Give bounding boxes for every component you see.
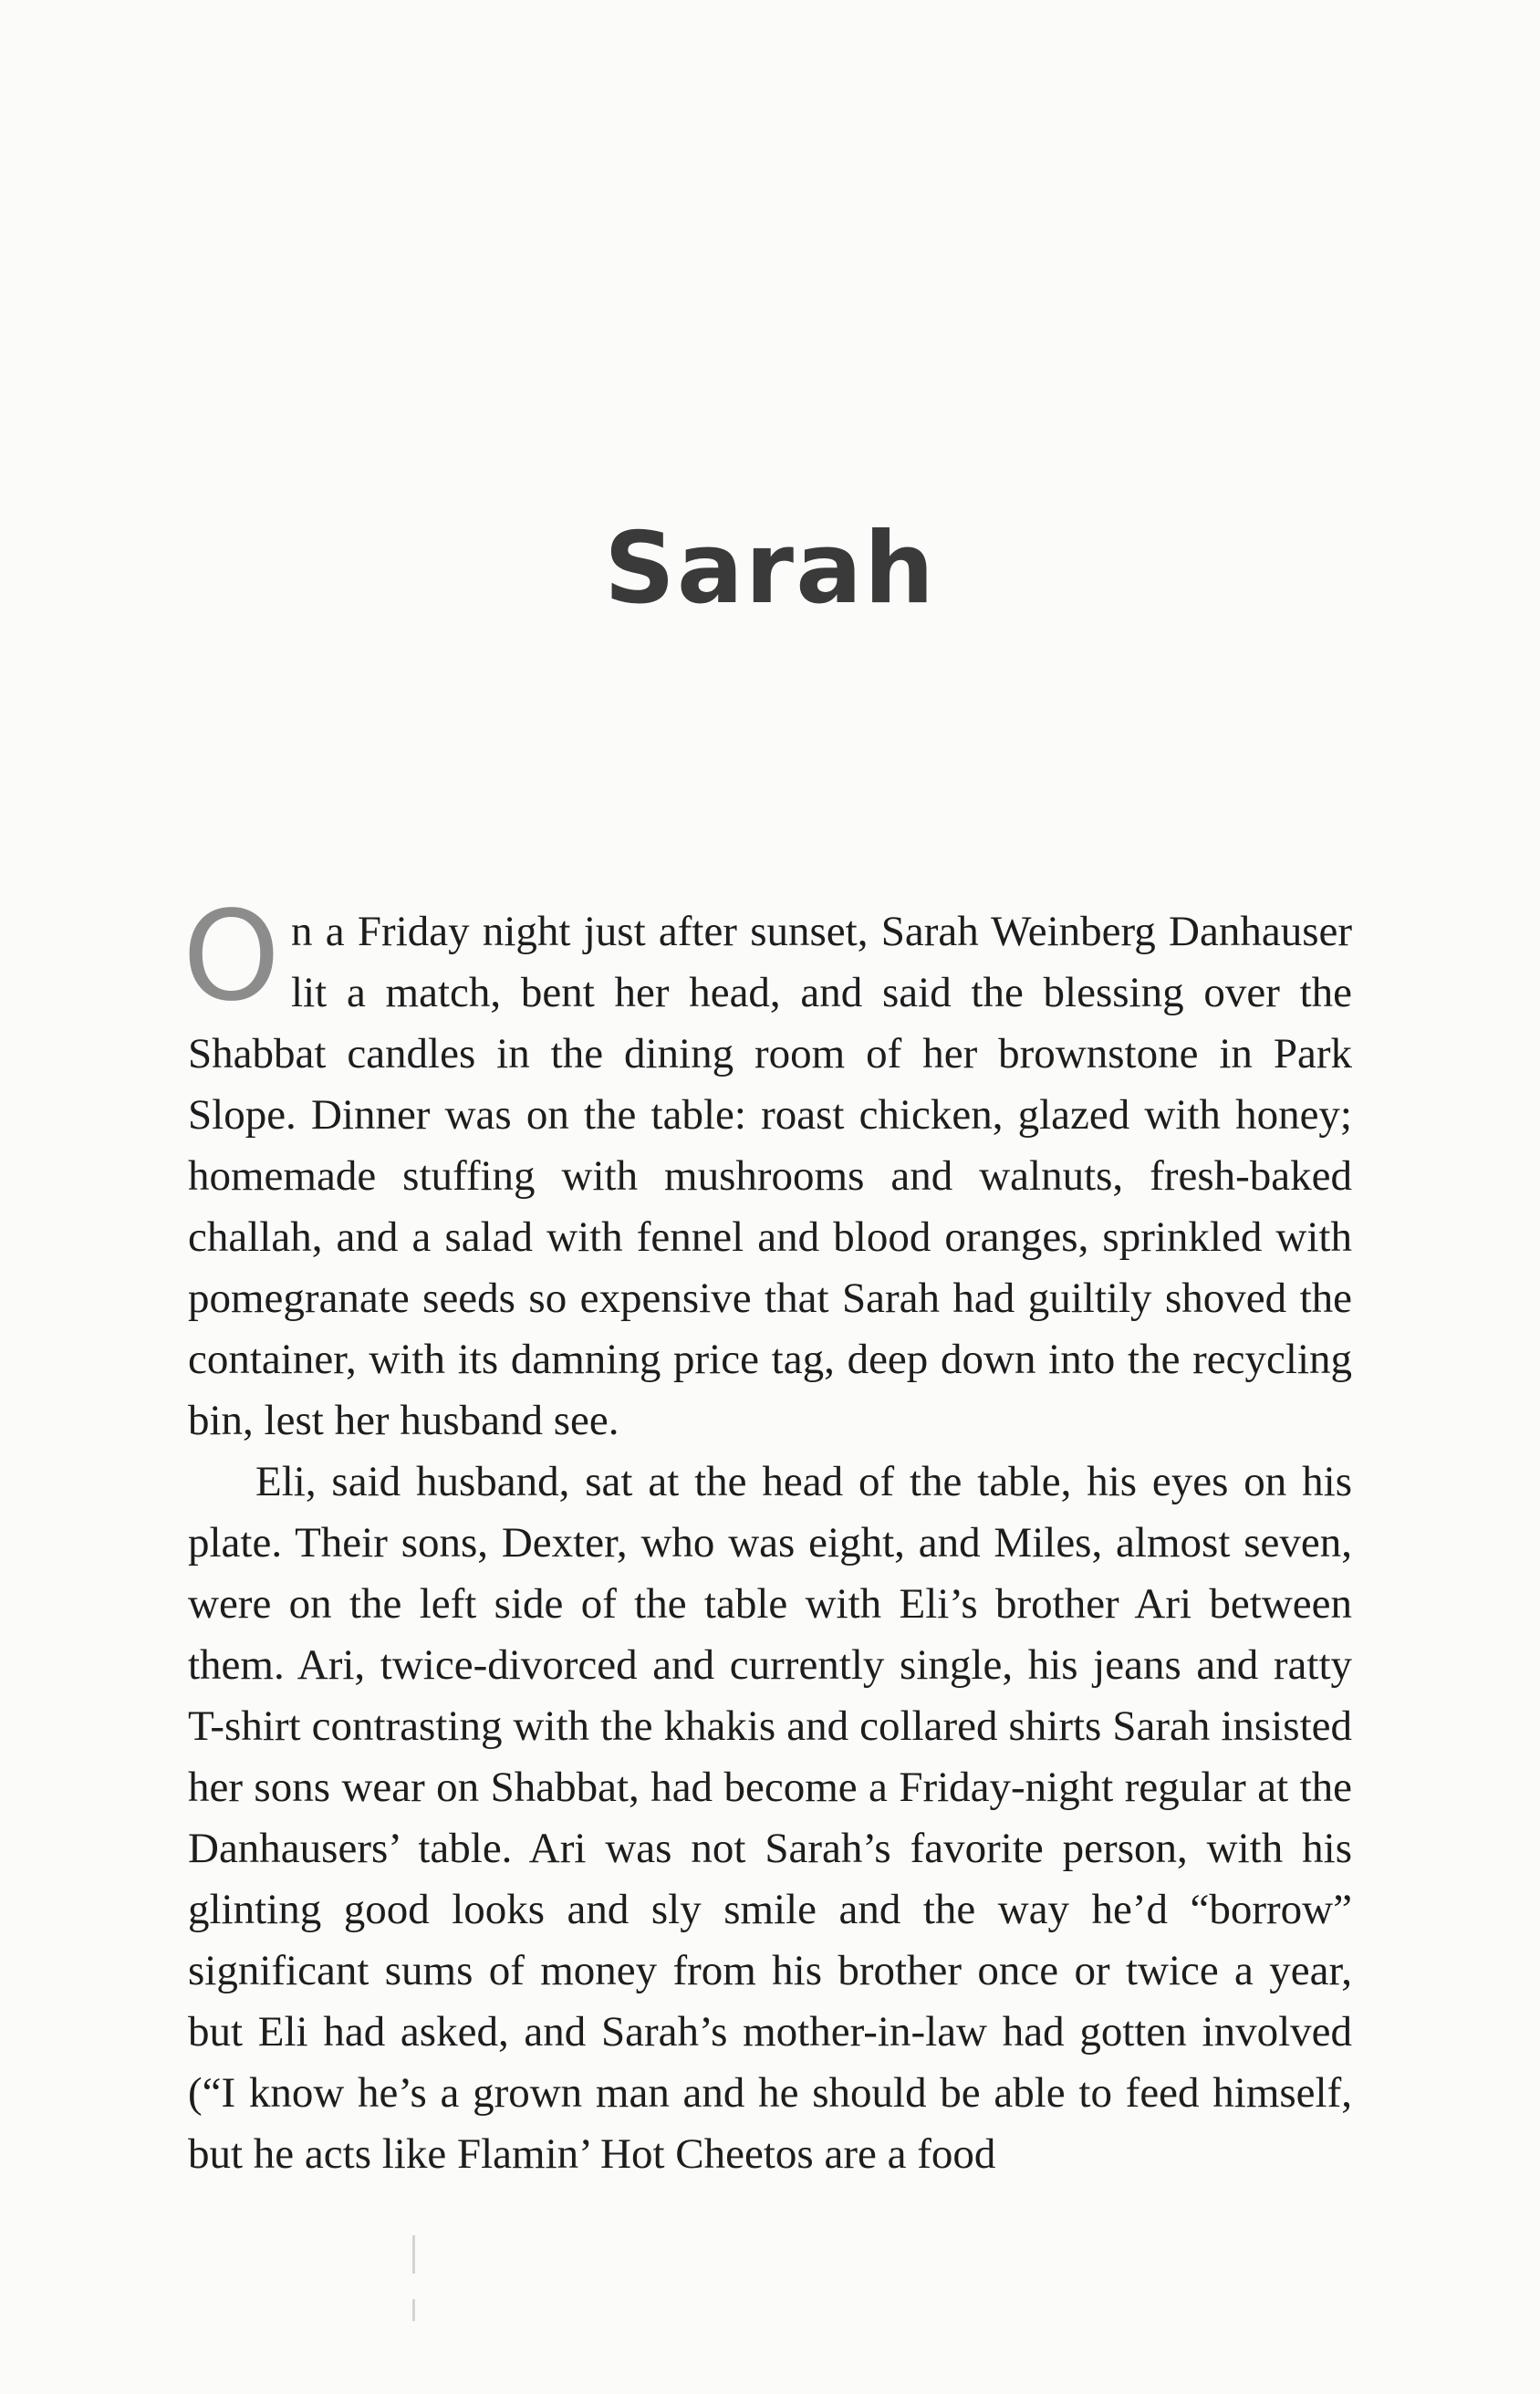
paragraph-2: Eli, said husband, sat at the head of the table, his eyes on his plate. Their sons, Dexter, who was eight, and Miles, almost seven, were on the left side of the table with Eli’s brother Ari between them. Ari, twice-divorced and currently single, his jeans and ratty T-shirt contrasting with the khakis and collared shirts Sarah insisted her sons wear on Shabbat, had become a Friday-night regular at the Danhausers’ table. Ari was not Sarah’s favorite person, with his glinting good looks and sly smile and the way he’d “borrow” significant sums of money from his brother once or twice a year, but Eli had asked, and Sarah’s mother-in-law had gotten involved (“I know he’s a grown man and he should be able to feed himself, but he acts like Flamin’ Hot Cheetos are a food xyxy=(188,1458,1352,2178)
scan-artifact-line xyxy=(412,2299,415,2321)
drop-cap: O xyxy=(182,885,281,1029)
body-text xyxy=(182,885,1352,2185)
paragraph-1 xyxy=(182,885,1352,1452)
scan-artifact-line xyxy=(412,2235,415,2274)
paragraph-1-text: n a Friday night just after sunset, Sarah Weinberg Danhauser lit a match, bent her head, and said the blessing over the Shabbat candles in the dining room of her brownstone in Park Slope. Dinner was on the table: roast chicken, glazed with honey; homemade stuffing with mushrooms and walnuts, fresh-baked challah, and a salad with fennel and blood oranges, sprinkled with pomegranate seeds so expensive that Sarah had guiltily shoved the container, with its damning price tag, deep down into the recycling bin, lest her husband see. xyxy=(188,908,1352,1444)
chapter-title: Sarah xyxy=(604,512,936,627)
